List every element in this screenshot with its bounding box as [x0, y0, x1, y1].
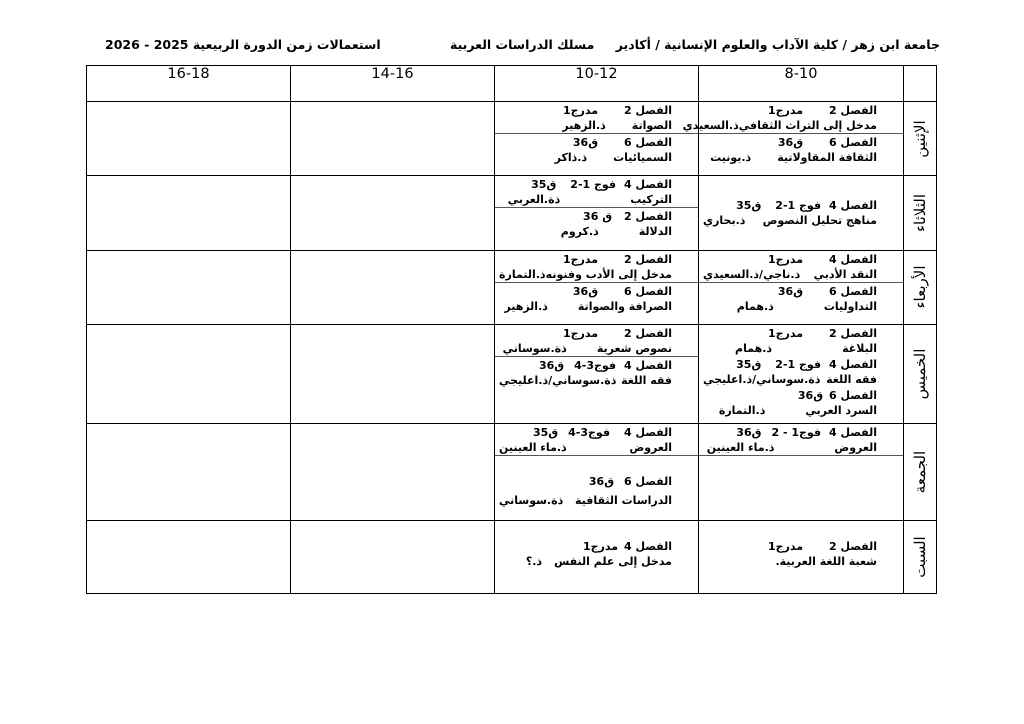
slot-cell-10-12 — [495, 520, 699, 593]
group-label: فوج3-4 — [568, 426, 611, 440]
teacher-name: ذ.ماء العينين — [706, 441, 775, 455]
room-label: ق 36 — [583, 210, 613, 224]
course-name: البلاغة — [842, 341, 877, 355]
day-row-wednesday — [87, 250, 937, 324]
slot-cell-14-16 — [291, 176, 495, 250]
teacher-name: ذ.؟ — [525, 554, 543, 568]
teacher-name: ذ.ذاكر — [554, 151, 588, 164]
slot-cell-16-18 — [87, 176, 291, 250]
slot-cell-8-10 — [699, 520, 904, 593]
slot-cell-8-10 — [699, 324, 904, 423]
teacher-name: ذ.همام — [735, 341, 773, 355]
slot-cell-8-10 — [699, 176, 904, 250]
course-entry — [495, 424, 698, 455]
slot-cell-16-18 — [87, 424, 291, 520]
day-cell — [904, 102, 937, 176]
group-label: فوج3-4 — [574, 358, 617, 372]
slot-cell-8-10 — [682, 102, 904, 176]
semester-label: الفصل 6 — [624, 475, 672, 489]
room-label: ق35 — [736, 357, 762, 371]
teacher-name: ذة.سوساني — [502, 341, 567, 355]
room-label: مدرج1 — [562, 104, 599, 117]
timetable — [86, 65, 937, 594]
course-entry — [495, 176, 698, 207]
teacher-name: ذ.بحاري — [703, 214, 746, 228]
course-name: مدخل إلى التراث الثقافي — [738, 119, 877, 132]
course-name: الثقافة المقاولاتية — [777, 151, 877, 164]
course-name: التركيب — [630, 193, 672, 207]
slot-cell-14-16 — [291, 324, 495, 423]
room-label: ق36 — [797, 388, 824, 402]
teacher-name: ذ.السعيدي — [682, 119, 739, 132]
course-name: مدخل إلى علم النفس — [554, 554, 672, 568]
term-title: استعمالات زمن الدورة الربيعية 2025 - 2026 — [105, 37, 381, 52]
day-row-saturday — [87, 520, 937, 593]
slot-cell-10-12 — [495, 324, 699, 423]
slot-cell-10-12 — [495, 176, 699, 250]
course-entry — [699, 197, 903, 228]
room-label: مدرج1 — [767, 252, 804, 266]
semester-label: الفصل 4 — [624, 178, 672, 192]
slot-cell-14-16 — [291, 250, 495, 324]
course-name: التداوليات — [823, 299, 877, 313]
slot-cell-8-10 — [699, 250, 904, 324]
slot-cell-14-16 — [291, 424, 495, 520]
room-label: ق35 — [532, 426, 559, 440]
day-label: الجمعة — [911, 450, 929, 494]
course-entry — [699, 424, 903, 456]
semester-label: الفصل 2 — [624, 210, 672, 224]
room-label: مدرج1 — [562, 326, 599, 340]
room-label: ق36 — [538, 358, 565, 372]
teacher-name: ذ.التمارة — [499, 267, 546, 281]
group-label: فوج 1-2 — [775, 199, 822, 213]
semester-label: الفصل 4 — [829, 252, 877, 266]
semester-label: الفصل 4 — [829, 357, 877, 371]
room-label: مدرج1 — [767, 539, 804, 553]
day-row-monday — [87, 102, 937, 176]
course-name: السرد العربي — [805, 403, 877, 417]
course-entry — [682, 102, 903, 133]
course-name: النقد الأدبي — [813, 267, 877, 281]
day-row-thursday — [87, 324, 937, 423]
slot-cell-14-16 — [291, 520, 495, 593]
course-name: العروض — [629, 441, 672, 455]
day-row-tuesday — [87, 176, 937, 250]
course-entry — [495, 133, 698, 165]
course-name: الدراسات الثقافية — [575, 494, 672, 508]
slot-cell-16-18 — [87, 324, 291, 423]
course-entry — [495, 251, 698, 282]
course-name: السميائيات — [613, 151, 672, 164]
room-label: ق36 — [588, 475, 615, 489]
room-label: ق36 — [572, 284, 599, 298]
course-name: مناهج تحليل النصوص — [762, 214, 877, 228]
slot-cell-10-12 — [495, 424, 699, 520]
course-entry — [699, 325, 903, 356]
room-label: ق36 — [777, 136, 804, 149]
slot-header-16-18: 16-18 — [87, 66, 291, 102]
course-name: فقه اللغة — [826, 372, 877, 386]
teacher-name: ذ.التمارة — [718, 403, 766, 417]
teacher-name: ذة.سوساني/ذ.اعليجي — [499, 373, 617, 387]
day-cell — [904, 250, 937, 324]
semester-label: الفصل 4 — [829, 199, 877, 213]
day-row-friday — [87, 424, 937, 520]
course-name: العروض — [834, 441, 877, 455]
course-entry — [699, 282, 903, 314]
semester-label: الفصل 2 — [829, 326, 877, 340]
course-name: شعبة اللغة العربية. — [775, 554, 877, 568]
course-name: نصوص شعرية — [596, 341, 672, 355]
room-label: ق35 — [736, 199, 762, 213]
semester-label: الفصل 2 — [624, 326, 672, 340]
day-label: الخميس — [911, 348, 929, 400]
course-name: مدخل إلى الأدب وفنونه — [545, 267, 672, 281]
day-cell — [904, 520, 937, 593]
room-label: ق35 — [531, 178, 557, 192]
teacher-name: ذ.الزهير — [504, 299, 548, 313]
teacher-name: ذة.سوساني — [499, 494, 564, 508]
semester-label: الفصل 2 — [624, 104, 672, 117]
teacher-name: ذ.الزهير — [562, 119, 606, 132]
slot-header-14-16: 14-16 — [291, 66, 495, 102]
slot-cell-16-18 — [87, 102, 291, 176]
teacher-name: ذ.يونيت — [710, 151, 752, 164]
course-entry — [699, 133, 903, 165]
teacher-name: ذ.ناجي/ذ.السعيدي — [703, 267, 801, 281]
day-cell — [904, 176, 937, 250]
room-label: مدرج1 — [767, 326, 804, 340]
teacher-name: ذة.العربي — [507, 193, 561, 207]
course-entry — [699, 251, 903, 282]
slot-header-8-10: 8-10 — [699, 66, 904, 102]
semester-label: الفصل 4 — [624, 426, 672, 440]
group-label: فوج1 - 2 — [771, 426, 822, 440]
semester-label: الفصل 2 — [829, 104, 877, 117]
semester-label: الفصل 2 — [624, 252, 672, 266]
room-label: ق36 — [572, 136, 599, 149]
teacher-name: ذ.همام — [736, 299, 774, 313]
semester-label: الفصل 6 — [829, 284, 877, 298]
teacher-name: ذ.كروم — [560, 225, 599, 239]
university-title: جامعة ابن زهر / كلية الآداب والعلوم الإنسانية / أكادير — [615, 37, 940, 52]
course-entry — [495, 455, 698, 508]
semester-label: الفصل 4 — [624, 358, 672, 372]
room-label: ق36 — [736, 426, 762, 440]
corner-cell — [904, 66, 937, 102]
course-entry — [699, 356, 903, 387]
teacher-name: ذ.ماء العينين — [499, 441, 567, 455]
slot-cell-8-10 — [699, 424, 904, 520]
room-label: مدرج1 — [767, 104, 804, 117]
course-name: الصواتة — [631, 119, 672, 132]
course-name: الدلالة — [638, 225, 672, 239]
semester-label: الفصل 4 — [829, 426, 877, 440]
course-entry — [699, 387, 903, 418]
slot-cell-16-18 — [87, 520, 291, 593]
slot-cell-14-16 — [291, 102, 495, 176]
course-entry — [495, 325, 698, 356]
course-entry — [495, 102, 698, 133]
day-label: السبت — [911, 536, 929, 578]
slot-cell-10-12 — [495, 250, 699, 324]
course-entry — [495, 282, 698, 314]
day-label: الأربعاء — [911, 265, 929, 309]
semester-label: الفصل 6 — [624, 136, 672, 149]
course-entry — [495, 521, 698, 569]
timetable-header-row — [87, 66, 937, 102]
semester-label: الفصل 6 — [829, 136, 877, 149]
semester-label: الفصل 4 — [624, 539, 672, 553]
room-label: مدرج1 — [562, 252, 599, 266]
semester-label: الفصل 6 — [829, 388, 877, 402]
teacher-name: ذة.سوساني/ذ.اعليجي — [703, 372, 821, 386]
slot-cell-10-12 — [495, 102, 699, 176]
slot-cell-16-18 — [87, 250, 291, 324]
course-name: الصرافة والصواتة — [577, 299, 672, 313]
course-entry — [699, 521, 903, 569]
semester-label: الفصل 2 — [829, 539, 877, 553]
day-cell — [904, 324, 937, 423]
semester-label: الفصل 6 — [624, 284, 672, 298]
course-entry — [495, 356, 698, 388]
group-label: فوج 1-2 — [570, 178, 617, 192]
room-label: ق36 — [777, 284, 804, 298]
course-name: فقه اللغة — [621, 373, 672, 387]
slot-header-10-12: 10-12 — [495, 66, 699, 102]
room-label: مدرج1 — [582, 539, 619, 553]
day-cell — [904, 424, 937, 520]
group-label: فوج 1-2 — [775, 357, 822, 371]
day-label: الثلاثاء — [911, 193, 929, 232]
day-label: الإثنين — [911, 119, 929, 158]
course-entry — [495, 207, 698, 239]
track-title: مسلك الدراسات العربية — [450, 37, 595, 52]
